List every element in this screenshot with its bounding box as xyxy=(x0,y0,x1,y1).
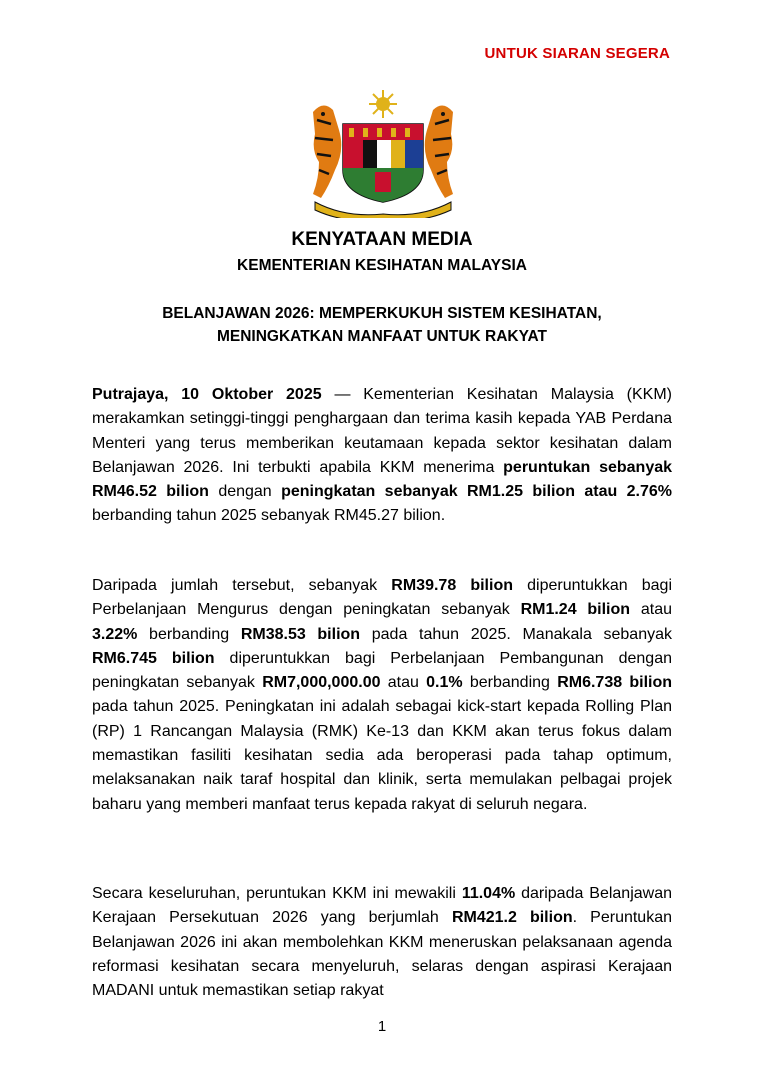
text-run: — Kementerian Kesihatan Malaysia (KKM) merakamkan setinggi-tinggi penghargaan dan terima kasih kepada YAB Perdana Menteri yang terus memberikan keutamaan kepada sektor kesihatan dalam Belanjawan 2026. Ini terbukti apabila KKM menerima xyxy=(92,386,672,476)
text-run: pada tahun 2025. Peningkatan ini adalah sebagai kick-start kepada Rolling Plan (RP) 1 Rancangan Malaysia (RMK) Ke-13 dan KKM akan terus fokus dalam memastikan fasiliti kesihatan sedia ada beroperasi pada tahap optimum, melaksanakan naik taraf hospital dan klinik, serta memulakan pelbagai projek baharu yang memberi manfaat terus kepada rakyat di seluruh negara. xyxy=(92,698,672,813)
bold-text-run: RM6.738 bilion xyxy=(557,674,673,692)
text-run: Secara keseluruhan, peruntukan KKM ini mewakili xyxy=(92,885,462,902)
shield-icon xyxy=(343,124,423,202)
text-run: berbanding xyxy=(462,674,558,692)
text-run: Daripada jumlah tersebut, sebanyak xyxy=(92,577,392,594)
text-run: dengan xyxy=(208,483,282,501)
bold-text-run: RM39.78 bilion xyxy=(391,577,513,594)
paragraph-2 xyxy=(92,574,672,817)
bold-text-run: Putrajaya, 10 Oktober 2025 xyxy=(92,386,322,403)
headline xyxy=(0,302,764,348)
text-run: berbanding xyxy=(137,625,241,643)
headline-line-2: MENINGKATKAN MANFAAT UNTUK RAKYAT xyxy=(216,328,548,345)
coat-of-arms-logo xyxy=(305,90,461,218)
paragraph-3 xyxy=(92,882,672,1003)
bold-text-run: 3.22% xyxy=(92,625,138,643)
headline-line-1: BELANJAWAN 2026: MEMPERKUKUH SISTEM KESIHATAN, xyxy=(162,305,602,322)
bold-text-run: RM421.2 bilion xyxy=(451,909,573,927)
motto-scroll xyxy=(315,202,451,218)
left-tiger-icon xyxy=(313,105,341,198)
text-run: berbanding tahun 2025 sebanyak RM45.27 bilion. xyxy=(92,507,446,525)
right-tiger-icon xyxy=(425,105,453,198)
text-run: daripada Belanjawan Kerajaan Persekutuan 2026 yang berjumlah xyxy=(92,885,673,927)
document-title: KENYATAAN MEDIA xyxy=(291,229,473,250)
text-run: diperuntukkan bagi Perbelanjaan Pembangunan dengan peningkatan sebanyak xyxy=(92,649,672,692)
bold-text-run: RM6.745 bilion xyxy=(92,649,215,667)
bold-text-run: 0.1% xyxy=(426,674,463,692)
bold-text-run: RM1.24 bilion xyxy=(520,601,631,619)
bold-text-run: RM7,000,000.00 xyxy=(262,674,381,692)
bold-text-run: peruntukan sebanyak RM46.52 bilion xyxy=(92,458,673,501)
page-number: 1 xyxy=(377,1018,387,1035)
bold-text-run: RM38.53 bilion xyxy=(240,625,361,643)
text-run: . Peruntukan Belanjawan 2026 ini akan membolehkan KKM meneruskan pelaksanaan agenda reformasi kesihatan secara menyeluruh, selaras dengan aspirasi Kerajaan MADANI untuk memastikan setiap rakyat xyxy=(92,909,673,1000)
crescent-star-icon xyxy=(367,90,399,118)
bold-text-run: 11.04% xyxy=(461,885,516,902)
text-run: atau xyxy=(630,601,673,619)
ministry-name: KEMENTERIAN KESIHATAN MALAYSIA xyxy=(237,257,527,274)
release-tag: UNTUK SIARAN SEGERA xyxy=(484,45,670,62)
bold-text-run: peningkatan sebanyak RM1.25 bilion atau 2.76% xyxy=(281,483,673,501)
text-run: diperuntukkan bagi Perbelanjaan Mengurus dengan peningkatan sebanyak xyxy=(92,577,673,619)
text-run: pada tahun 2025. Manakala sebanyak xyxy=(360,625,673,643)
paragraph-1 xyxy=(92,383,672,529)
text-run: atau xyxy=(380,674,427,692)
